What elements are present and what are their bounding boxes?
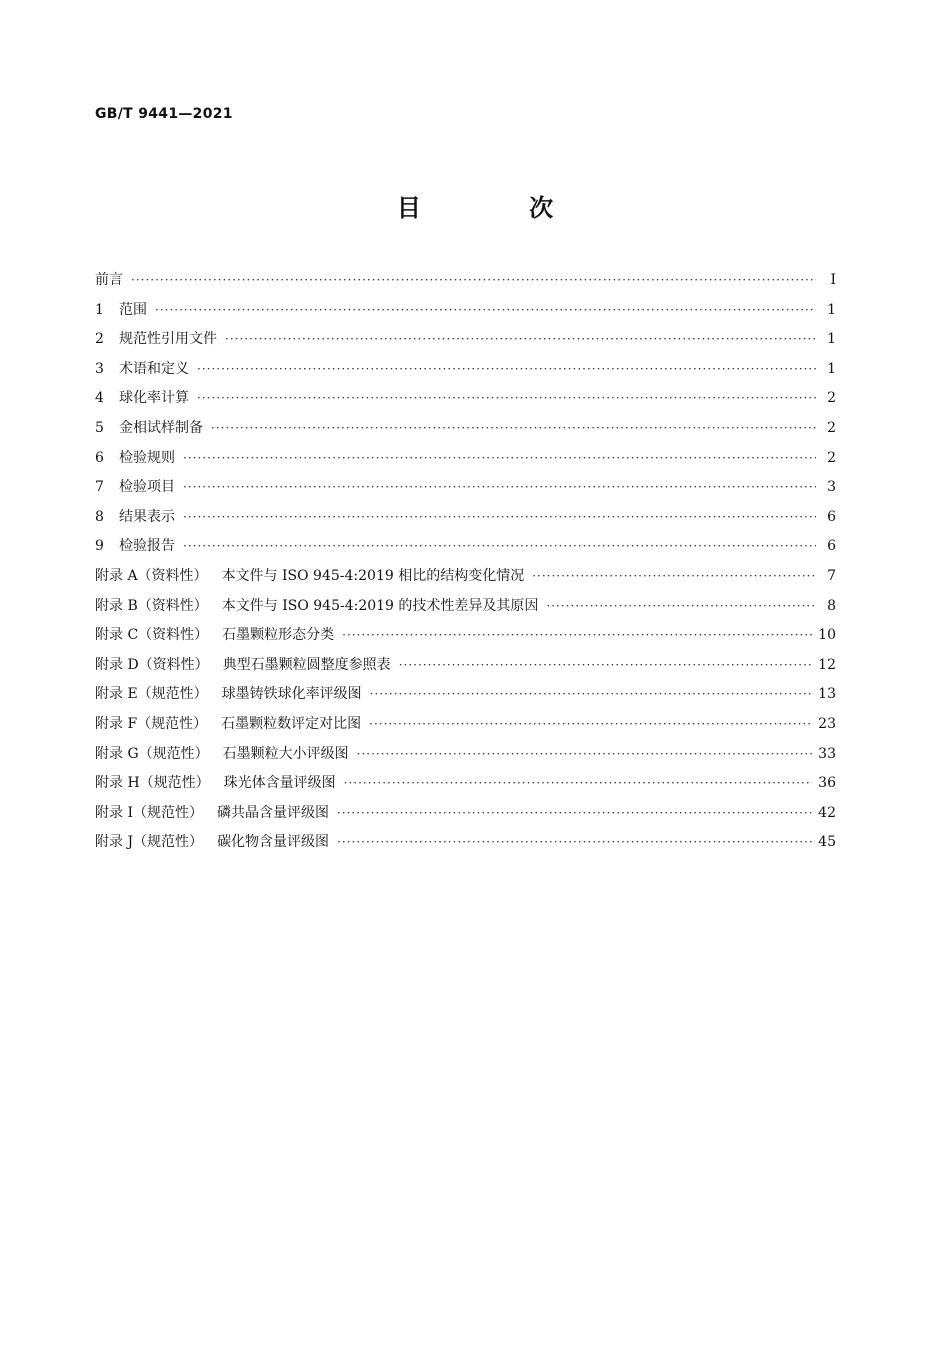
toc-entry-page-number: 2: [827, 419, 836, 436]
toc-dot-leader: [344, 773, 813, 793]
toc-entry-label: 典型石墨颗粒圆整度参照表: [222, 656, 391, 673]
toc-entry-label: 规范性引用文件: [119, 331, 217, 348]
toc-entry-number: 7: [95, 479, 104, 496]
toc-dot-leader: [197, 388, 816, 408]
toc-dot-leader: [225, 329, 816, 349]
toc-entry-annex-prefix: 附录 D（资料性）: [95, 656, 209, 673]
toc-entry-number: 8: [95, 508, 104, 525]
toc-entry-annex-prefix: 附录 A（资料性）: [95, 567, 208, 584]
toc-entry-page-number: 1: [827, 331, 836, 348]
toc-entry[interactable]: [95, 803, 836, 833]
toc-entry[interactable]: [95, 596, 836, 626]
toc-dot-leader: [546, 596, 816, 616]
toc-dot-leader: [211, 418, 816, 438]
standard-code: GB/T 9441—2021: [95, 106, 233, 122]
toc-entry-label: 石墨颗粒形态分类: [222, 627, 335, 644]
toc-entry-label: 本文件与 ISO 945-4:2019 的技术性差异及其原因: [221, 597, 539, 614]
toc-entry-number: 9: [95, 538, 104, 555]
toc-entry-page-number: 1: [827, 301, 836, 318]
toc-dot-leader: [337, 832, 812, 852]
toc-dot-leader: [197, 359, 816, 379]
toc-entry-number: 5: [95, 419, 104, 436]
toc-dot-leader: [183, 448, 816, 468]
toc-entry[interactable]: [95, 300, 836, 330]
toc-dot-leader: [399, 655, 812, 675]
toc-entry-label: 范围: [119, 301, 147, 318]
toc-entry-label: 碳化物含量评级图: [217, 834, 330, 851]
toc-entry-page-number: 36: [818, 775, 836, 792]
toc-entry-label: 金相试样制备: [119, 419, 203, 436]
toc-entry-label: 检验规则: [119, 449, 175, 466]
toc-entry-label: 石墨颗粒大小评级图: [222, 745, 349, 762]
toc-dot-leader: [532, 566, 816, 586]
toc-entry-label: 检验报告: [119, 538, 175, 555]
toc-entry-annex-prefix: 附录 H（规范性）: [95, 775, 210, 792]
toc-entry-page-number: 23: [818, 715, 836, 732]
toc-entry-label: 术语和定义: [119, 360, 189, 377]
toc-dot-leader: [183, 536, 816, 556]
toc-entry[interactable]: [95, 507, 836, 537]
toc-entry[interactable]: [95, 477, 836, 507]
toc-entry-page-number: 2: [827, 449, 836, 466]
toc-entry-page-number: 2: [827, 390, 836, 407]
toc-dot-leader: [370, 684, 813, 704]
toc-entry-number: 2: [95, 331, 104, 348]
toc-entry-label: 磷共晶含量评级图: [216, 804, 329, 821]
toc-entry-annex-prefix: 附录 G（规范性）: [95, 745, 209, 762]
toc-entry-label: 检验项目: [119, 479, 175, 496]
toc-entry[interactable]: [95, 655, 836, 685]
toc-entry[interactable]: [95, 566, 836, 596]
toc-entry-page-number: 8: [827, 597, 836, 614]
toc-entry-label: 结果表示: [119, 508, 175, 525]
toc-entry-label: 前言: [95, 272, 123, 288]
toc-entry-page-number: 6: [827, 508, 836, 525]
toc-dot-leader: [183, 477, 816, 497]
toc-entry-annex-prefix: 附录 J（规范性）: [95, 834, 204, 851]
toc-dot-leader: [369, 714, 812, 734]
toc-entry-page-number: 45: [818, 834, 836, 851]
toc-entry-annex-prefix: 附录 B（资料性）: [95, 597, 208, 614]
toc-entry-number: 6: [95, 449, 104, 466]
toc-dot-leader: [357, 744, 813, 764]
toc-entry[interactable]: [95, 625, 836, 655]
toc-entry-number: 3: [95, 360, 104, 377]
toc-entry-label: 本文件与 ISO 945-4:2019 相比的结构变化情况: [221, 567, 525, 584]
toc-dot-leader: [183, 507, 816, 527]
toc-entry-annex-prefix: 附录 F（规范性）: [95, 715, 208, 732]
toc-entry-label: 球墨铸铁球化率评级图: [221, 686, 362, 703]
toc-entry[interactable]: [95, 536, 836, 566]
toc-entry-number: 4: [95, 390, 104, 407]
toc-entry-number: 1: [95, 301, 104, 318]
toc-entry-page-number: 6: [827, 538, 836, 555]
toc-dot-leader: [131, 270, 816, 290]
toc-entry-label: 球化率计算: [119, 390, 189, 407]
toc-entry[interactable]: [95, 832, 836, 862]
toc-entry-page-number: 13: [818, 686, 836, 703]
toc-entry-label: 珠光体含量评级图: [223, 775, 336, 792]
toc-entry[interactable]: [95, 270, 836, 300]
toc-entry[interactable]: [95, 684, 836, 714]
toc-dot-leader: [337, 803, 812, 823]
toc-entry[interactable]: [95, 388, 836, 418]
toc-entry[interactable]: [95, 773, 836, 803]
toc-entry-page-number: 1: [827, 360, 836, 377]
toc-entry-annex-prefix: 附录 C（资料性）: [95, 627, 209, 644]
toc-entry[interactable]: [95, 418, 836, 448]
toc-entry[interactable]: [95, 744, 836, 774]
toc-entry-page-number: 3: [827, 479, 836, 496]
toc-entry-annex-prefix: 附录 I（规范性）: [95, 804, 203, 821]
toc-title: 目 次: [396, 194, 604, 222]
toc-entry[interactable]: [95, 359, 836, 389]
toc-dot-leader: [155, 300, 816, 320]
toc-entry-label: 石墨颗粒数评定对比图: [221, 715, 362, 732]
toc-entry-page-number: 10: [818, 627, 836, 644]
toc-entry[interactable]: [95, 448, 836, 478]
toc-entry-page-number: 7: [827, 567, 836, 584]
toc-entry-annex-prefix: 附录 E（规范性）: [95, 686, 208, 703]
table-of-contents: [95, 270, 836, 862]
toc-entry-page-number: 33: [818, 745, 836, 762]
toc-entry[interactable]: [95, 714, 836, 744]
toc-entry-page-number: 12: [818, 656, 836, 673]
toc-entry-page-number: Ⅰ: [830, 272, 836, 288]
toc-entry-page-number: 42: [818, 804, 836, 821]
toc-entry[interactable]: [95, 329, 836, 359]
toc-dot-leader: [342, 625, 812, 645]
